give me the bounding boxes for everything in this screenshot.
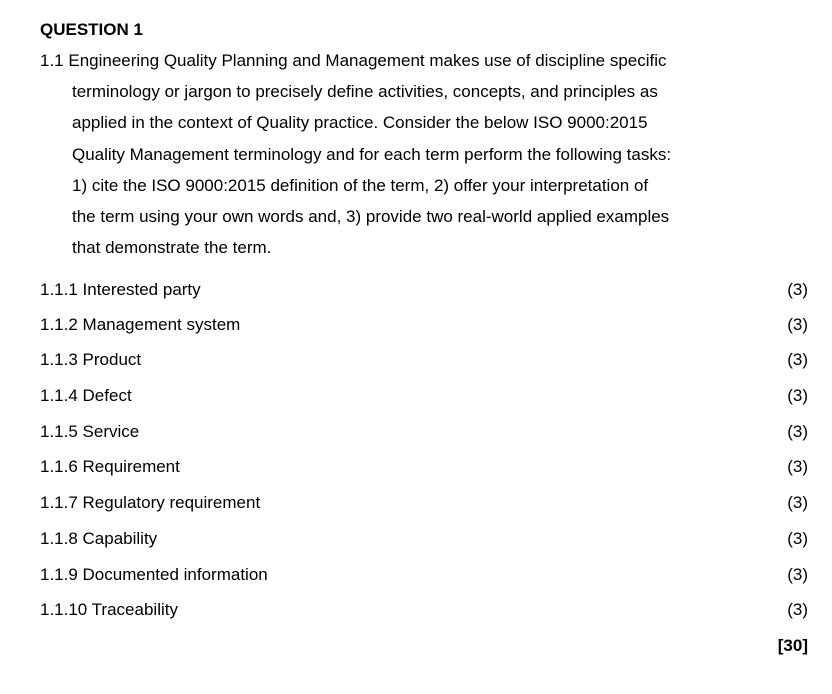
term-marks: (3) — [787, 493, 808, 512]
term-label: 1.1.2 Management system — [40, 315, 241, 334]
term-label: 1.1.1 Interested party — [40, 280, 201, 299]
intro-line: the term using your own words and, 3) provide two real-world applied examples — [72, 207, 670, 226]
term-label: 1.1.9 Documented information — [40, 565, 268, 584]
term-label: 1.1.3 Product — [40, 350, 142, 369]
intro-line: terminology or jargon to precisely define activities, concepts, and principles as — [72, 82, 658, 101]
term-marks: (3) — [787, 422, 808, 441]
term-marks: (3) — [787, 600, 808, 619]
term-marks: (3) — [787, 280, 808, 299]
intro-line: applied in the context of Quality practice. Consider the below ISO 9000:2015 — [72, 113, 648, 132]
term-label: 1.1.10 Traceability — [40, 600, 178, 619]
term-marks: (3) — [787, 386, 808, 405]
total-marks: [30] — [777, 636, 808, 655]
intro-line: Quality Management terminology and for each term perform the following tasks: — [72, 145, 672, 164]
term-marks: (3) — [787, 565, 808, 584]
term-marks: (3) — [787, 315, 808, 334]
term-marks: (3) — [787, 529, 808, 548]
term-marks: (3) — [787, 457, 808, 476]
question-title: QUESTION 1 — [40, 20, 143, 39]
term-label: 1.1.6 Requirement — [40, 457, 180, 476]
term-label: 1.1.7 Regulatory requirement — [40, 493, 261, 512]
term-label: 1.1.5 Service — [40, 422, 140, 441]
intro-line: 1.1 Engineering Quality Planning and Management makes use of discipline specific — [40, 51, 667, 70]
intro-line: that demonstrate the term. — [72, 238, 272, 257]
term-label: 1.1.4 Defect — [40, 386, 132, 405]
intro-line: 1) cite the ISO 9000:2015 definition of the term, 2) offer your interpretation of — [72, 176, 649, 195]
term-label: 1.1.8 Capability — [40, 529, 158, 548]
term-marks: (3) — [787, 350, 808, 369]
